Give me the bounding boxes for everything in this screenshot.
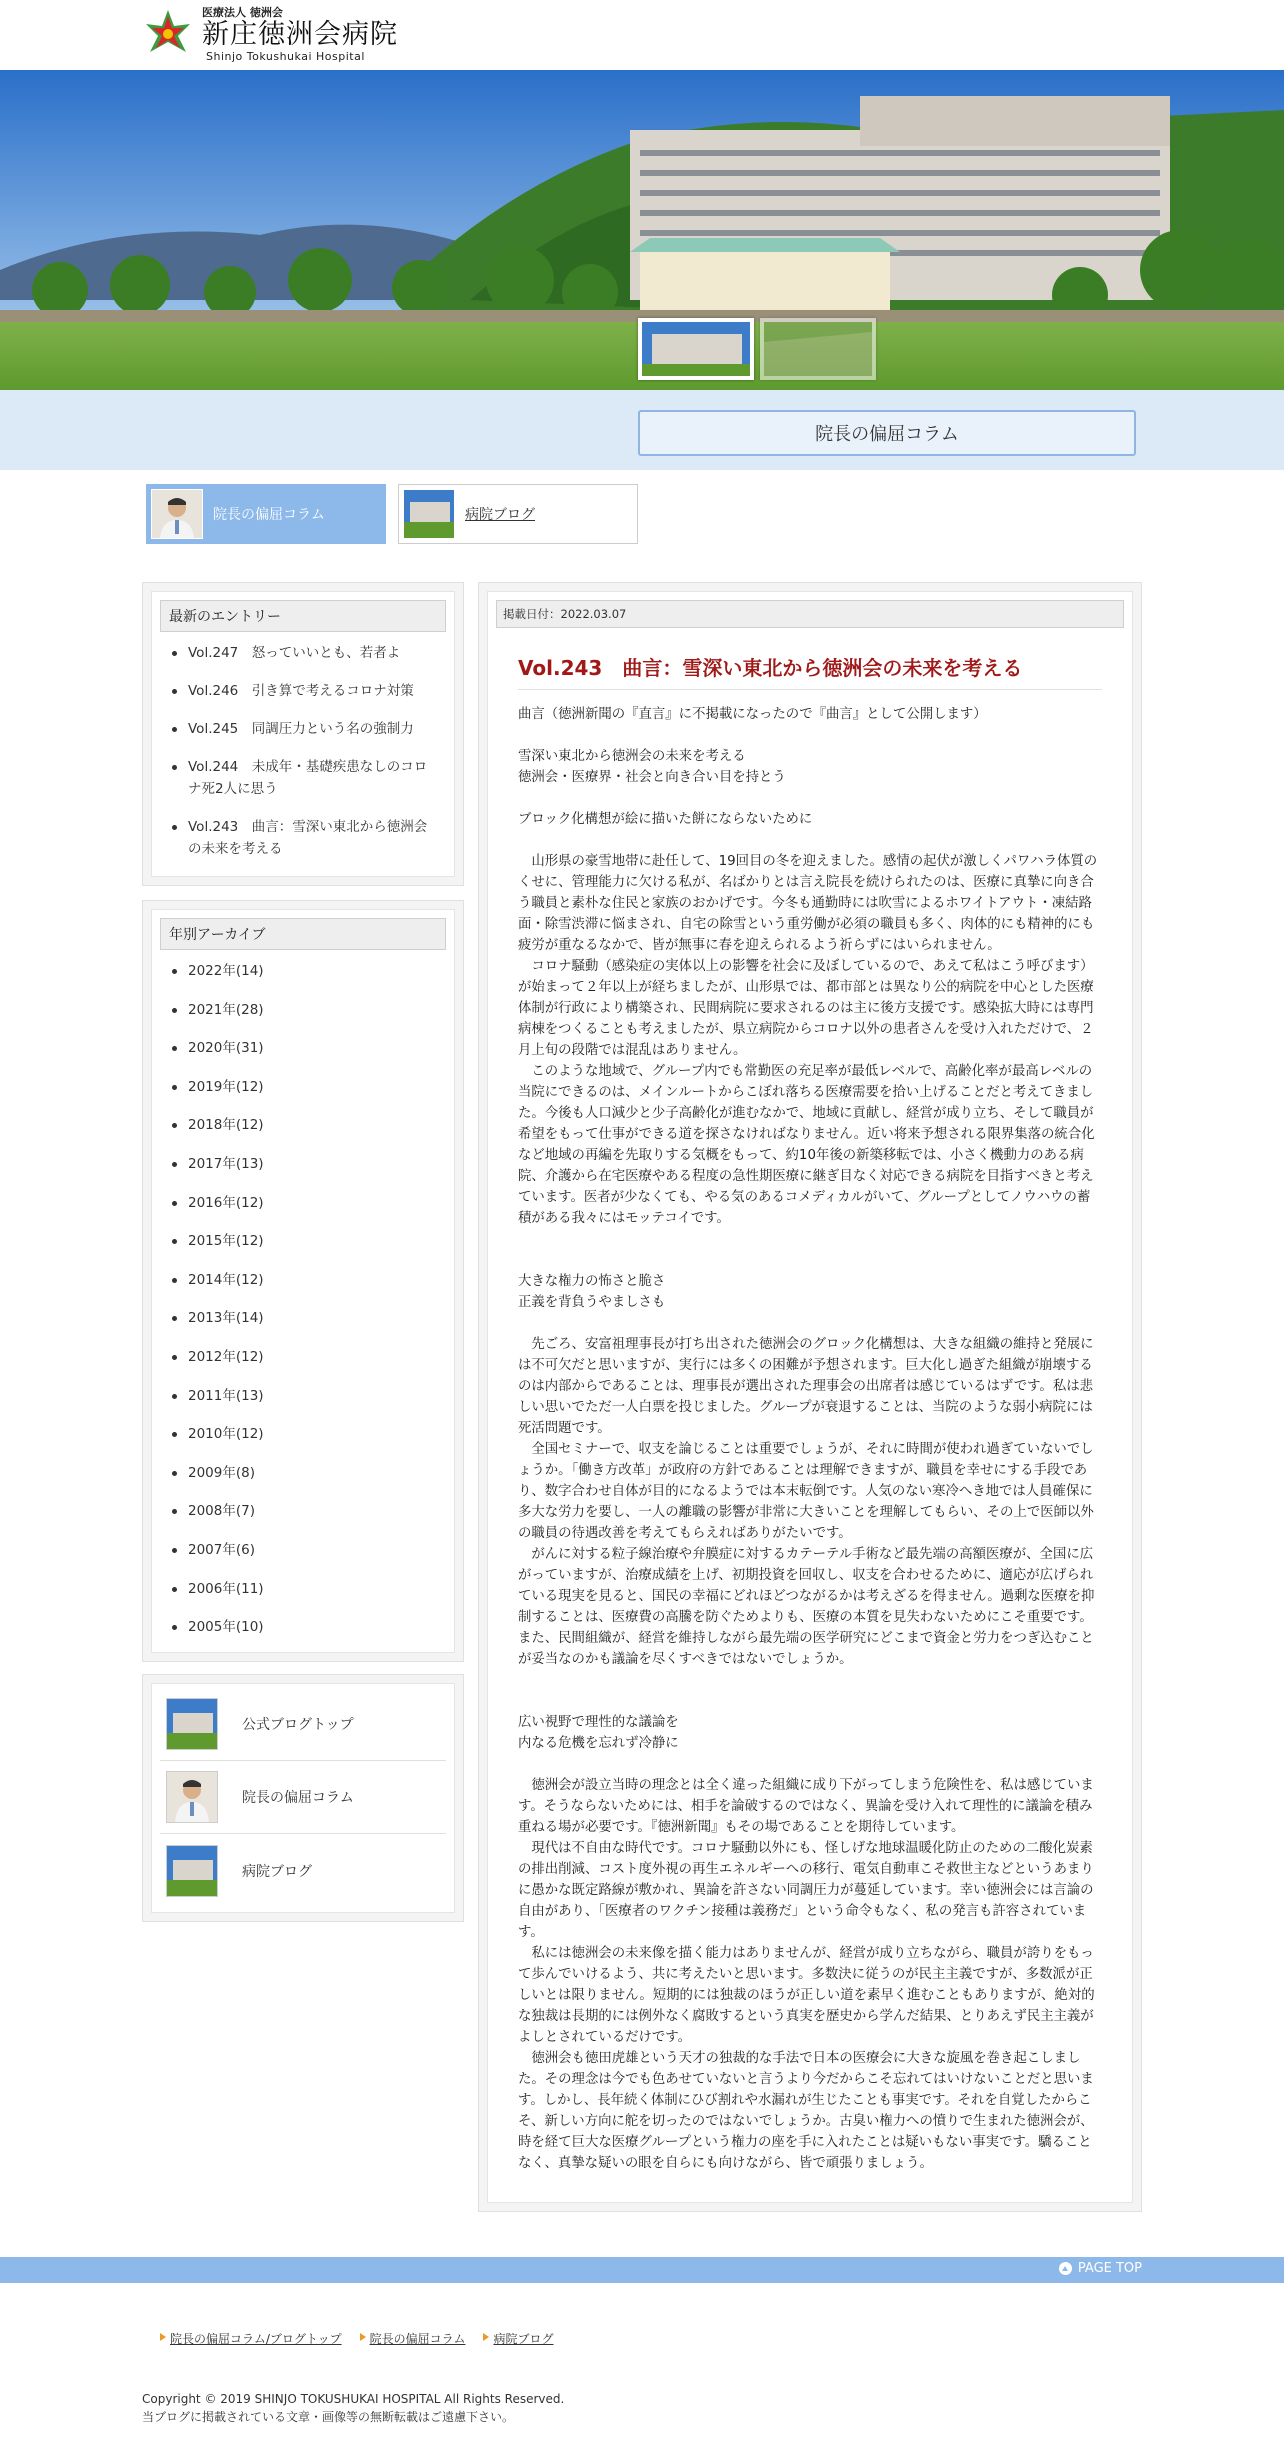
hero-thumb-2[interactable] (760, 318, 876, 380)
recent-entry[interactable]: Vol.246 引き算で考えるコロナ対策 (160, 680, 446, 702)
archive-item[interactable]: 2015年(12) (160, 1230, 446, 1252)
leaf-logo-icon (140, 6, 196, 62)
archive-item[interactable]: 2013年(14) (160, 1307, 446, 1329)
pagetop-bar (0, 2257, 1284, 2283)
category-tabs (146, 484, 638, 544)
recent-entry[interactable]: Vol.247 怒っていいとも、若者よ (160, 642, 446, 664)
hospital-thumb-icon (166, 1698, 218, 1750)
hero-thumbnails (638, 318, 876, 380)
hero-image (0, 70, 1284, 390)
link-hospital-blog[interactable] (160, 1834, 446, 1907)
archive-item[interactable]: 2007年(6) (160, 1539, 446, 1561)
archive-item[interactable]: 2018年(12) (160, 1114, 446, 1136)
site-logo[interactable] (140, 6, 398, 63)
archive-item[interactable]: 2009年(8) (160, 1462, 446, 1484)
recent-entries-list (160, 642, 446, 860)
link-official-blog-top[interactable] (160, 1688, 446, 1761)
post-paragraph: ブロック化構想が絵に描いた餅にならないために (518, 812, 813, 827)
director-portrait-icon (166, 1771, 218, 1823)
archive-item[interactable]: 2022年(14) (160, 960, 446, 982)
link-label: 院長の偏屈コラム (242, 1790, 354, 1806)
archive-list (160, 960, 446, 1638)
link-director-column[interactable] (160, 1761, 446, 1834)
recent-entry[interactable]: Vol.243 曲言：雪深い東北から徳洲会の未来を考える (160, 816, 446, 860)
tab-blog-label: 病院ブログ (465, 507, 535, 523)
footer-link[interactable]: 院長の偏屈コラム (360, 2330, 466, 2347)
logo-name-text: 新庄徳洲会病院 (202, 19, 398, 50)
hospital-thumb-icon (166, 1845, 218, 1897)
post-paragraph: 先ごろ、安富祖理事長が打ち出された徳洲会のグロック化構想は、大きな組織の維持と発展には不可欠だと思いますが、実行には多くの困難が予想されます。巨大化し過ぎた組織が崩壊するのは内部からであることは、理事長が選出された理事会の出席者は感じているはずです。私は悲しい思いでただ一人白票を投じました。グループが衰退することは、当院のような弱小病院には死活問題です。 全国セミナーで、収支を論じることは重要でしょうが、それに時間が使われ過ぎていないでしょうか。「働き方改革」が政府の方針であることは理解できますが、職員を幸せにする手段であり、数字合わせ自体が目的になるようでは本末転倒です。人気のない寒冷へき地では人員確保に多大な労力を要し、一人の離職の影響が非常に大きいことを理解してもらい、その上で医師以外の職員の待遇改善を考えてもらえればありがたいです。 がんに対する粒子線治療や弁膜症に対するカテーテル手術など最先端の高額医療が、全国に広がっていますが、治療成績を上げ、初期投資を回収し、収支を合わせるために、適応が広げられている現実を見ると、国民の幸福にどれほどつながるかは考えざるを得ません。過剰な医療を抑制することは、医療費の高騰を防ぐためよりも、医療の本質を見失わないためにこそ重要です。また、民間組織が、経営を維持しながら最先端の医学研究にどこまで資金と労力をつぎ込むことが妥当なのかも議論を尽くすべきではないでしょうか。 (518, 1337, 1095, 1667)
title-band (0, 390, 1284, 470)
recent-entry[interactable]: Vol.245 同調圧力という名の強制力 (160, 718, 446, 740)
copyright (142, 2390, 564, 2426)
page-title: 院長の偏屈コラム (638, 410, 1136, 456)
notice-text: 当ブログに掲載されている文章・画像等の無断転載はご遠慮下さい。 (142, 2410, 515, 2424)
archive-item[interactable]: 2021年(28) (160, 999, 446, 1021)
post-title: Vol.243 曲言：雪深い東北から徳洲会の未来を考える (518, 652, 1102, 690)
archive-item[interactable]: 2014年(12) (160, 1269, 446, 1291)
archive-heading: 年別アーカイブ (160, 918, 446, 950)
director-portrait-icon (151, 489, 203, 539)
tab-column-label: 院長の偏屈コラム (213, 507, 325, 523)
post-date: 掲載日付：2022.03.07 (496, 600, 1124, 628)
archive-item[interactable]: 2008年(7) (160, 1500, 446, 1522)
archive-item[interactable]: 2016年(12) (160, 1192, 446, 1214)
link-label: 公式ブログトップ (242, 1717, 354, 1733)
copyright-text: Copyright © 2019 SHINJO TOKUSHUKAI HOSPITAL All Rights Reserved. (142, 2392, 565, 2406)
tab-column[interactable] (146, 484, 386, 544)
archive-item[interactable]: 2005年(10) (160, 1616, 446, 1638)
hospital-thumb-icon (403, 489, 455, 539)
link-label: 病院ブログ (242, 1863, 312, 1880)
post-paragraph: 徳洲会が設立当時の理念とは全く違った組織に成り下がってしまう危険性を、私は感じています。そうならないためには、相手を論破するのではなく、異論を受け入れて理性的に議論を積み重ねる場が必要です。『徳洲新聞』もその場であることを期待しています。 現代は不自由な時代です。コロナ騒動以外にも、怪しげな地球温暖化防止のための二酸化炭素の排出削減、コスト度外視の再生エネルギーへの移行、電気自動車こそ救世主などというあまりに愚かな既定路線が敷かれ、異論を許さない同調圧力が蔓延しています。幸い徳洲会には言論の自由があり、「医療者のワクチン接種は義務だ」という命令もなく、私の発言も許容されています。 私には徳洲会の未来像を描く能力はありませんが、経営が成り立ちながら、職員が誇りをもって歩んでいけるよう、共に考えたいと思います。多数決に従うのが民主主義ですが、多数派が正しいとは限りません。短期的には独裁のほうが正しい道を素早く進むこともありますが、絶対的な独裁は長期的には例外なく腐敗するという真実を歴史から学んだ結果、とりあえず民主主義がよしとされているだけです。 徳洲会も徳田虎雄という天才の独裁的な手法で日本の医療会に大きな旋風を巻き起こしました。その理念は今でも色あせていないと言うより今だからこそ忘れてはいけないことだと思います。しかし、長年続く体制にひび割れや水漏れが生じたことも事実です。それを自覚したからこそ、新しい方向に舵を切ったのではないでしょうか。古臭い権力への憤りで生まれた徳洲会が、時を経て巨大な医療グループという権力の座を手に入れたことは疑いもない事実です。驕ることなく、真摯な疑いの眼を自らにも向けながら、皆で頑張りましょう。 (518, 1778, 1095, 2171)
footer-link[interactable]: 病院ブログ (483, 2330, 553, 2347)
archive-item[interactable]: 2010年(12) (160, 1423, 446, 1445)
logo-english-text: Shinjo Tokushukai Hospital (206, 50, 365, 63)
post-paragraph: 曲言（徳洲新聞の『直言』に不掲載になったので『曲言』として公開します） (518, 707, 987, 722)
site-header (0, 0, 1284, 70)
archive-item[interactable]: 2012年(12) (160, 1346, 446, 1368)
footer-link[interactable]: 院長の偏屈コラム/ブログトップ (160, 2330, 342, 2347)
archive-item[interactable]: 2006年(11) (160, 1578, 446, 1600)
archive-item[interactable]: 2017年(13) (160, 1153, 446, 1175)
post-body (518, 704, 1102, 2174)
page-top-label: PAGE TOP (1077, 2261, 1142, 2276)
post-paragraph: 広い視野で理性的な議論を 内なる危機を忘れず冷静に (518, 1715, 679, 1751)
hero-thumb-1[interactable] (638, 318, 754, 380)
post-paragraph: 雪深い東北から徳洲会の未来を考える 徳洲会・医療界・社会と向き合い目を持とう (518, 749, 786, 785)
blog-links-panel (142, 1674, 464, 1922)
post-paragraph: 大きな権力の怖さと脆さ 正義を背負うやましさも (518, 1274, 666, 1310)
arrow-up-icon (1059, 2262, 1072, 2275)
article-panel (478, 582, 1142, 2212)
footer-links (160, 2330, 553, 2347)
tab-blog[interactable] (398, 484, 638, 544)
post-paragraph: 山形県の豪雪地帯に赴任して、19回目の冬を迎えました。感情の起伏が激しくパワハラ体質のくせに、管理能力に欠ける私が、名ばかりとは言え院長を続けられたのは、医療に真摯に向き合う職員と素朴な住民と家族のおかげです。今冬も通勤時には吹雪によるホワイトアウト・凍結路面・除雪渋滞に悩まされ、自宅の除雪という重労働が必須の職員も多く、肉体的にも精神的にも疲労が重なるなかで、皆が無事に春を迎えられるよう祈らずにはいられません。 コロナ騒動（感染症の実体以上の影響を社会に及ぼしているので、あえて私はこう呼びます）が始まって２年以上が経ちましたが、山形県では、都市部とは異なり公的病院を中心とした医療体制が行政により構築され、民間病院に要求されるのは主に後方支援です。感染拡大時には専門病棟をつくることも考えましたが、県立病院からコロナ以外の患者さんを受け入れただけで、２月上旬の段階では混乱はありません。 このような地域で、グループ内でも常勤医の充足率が最低レベルで、高齢化率が最高レベルの当院にできるのは、メインルートからこぼれ落ちる医療需要を拾い上げることだと考えてきました。今後も人口減少と少子高齢化が進むなかで、地域に貢献し、経営が成り立ち、そして職員が希望をもって仕事ができる道を探さなければなりません。近い将来予想される限界集落の統合化など地域の再編を先取りする気概をもって、約10年後の新築移転では、小さく機動力のある病院、介護から在宅医療やある程度の急性期医療に継ぎ目なく対応できる病院を目指すべきと考えています。医者が少なくても、やる気のあるコメディカルがいて、グループとしてノウハウの蓄積がある我々にはモッテコイです。 (518, 854, 1098, 1226)
archive-item[interactable]: 2011年(13) (160, 1385, 446, 1407)
recent-entries-heading: 最新のエントリー (160, 600, 446, 632)
archive-item[interactable]: 2019年(12) (160, 1076, 446, 1098)
page-top-button[interactable] (1059, 2261, 1142, 2276)
archive-panel (142, 900, 464, 1662)
archive-item[interactable]: 2020年(31) (160, 1037, 446, 1059)
logo-org-text: 医療法人 徳洲会 (202, 6, 283, 19)
recent-entry[interactable]: Vol.244 未成年・基礎疾患なしのコロナ死2人に思う (160, 756, 446, 800)
recent-entries-panel (142, 582, 464, 886)
